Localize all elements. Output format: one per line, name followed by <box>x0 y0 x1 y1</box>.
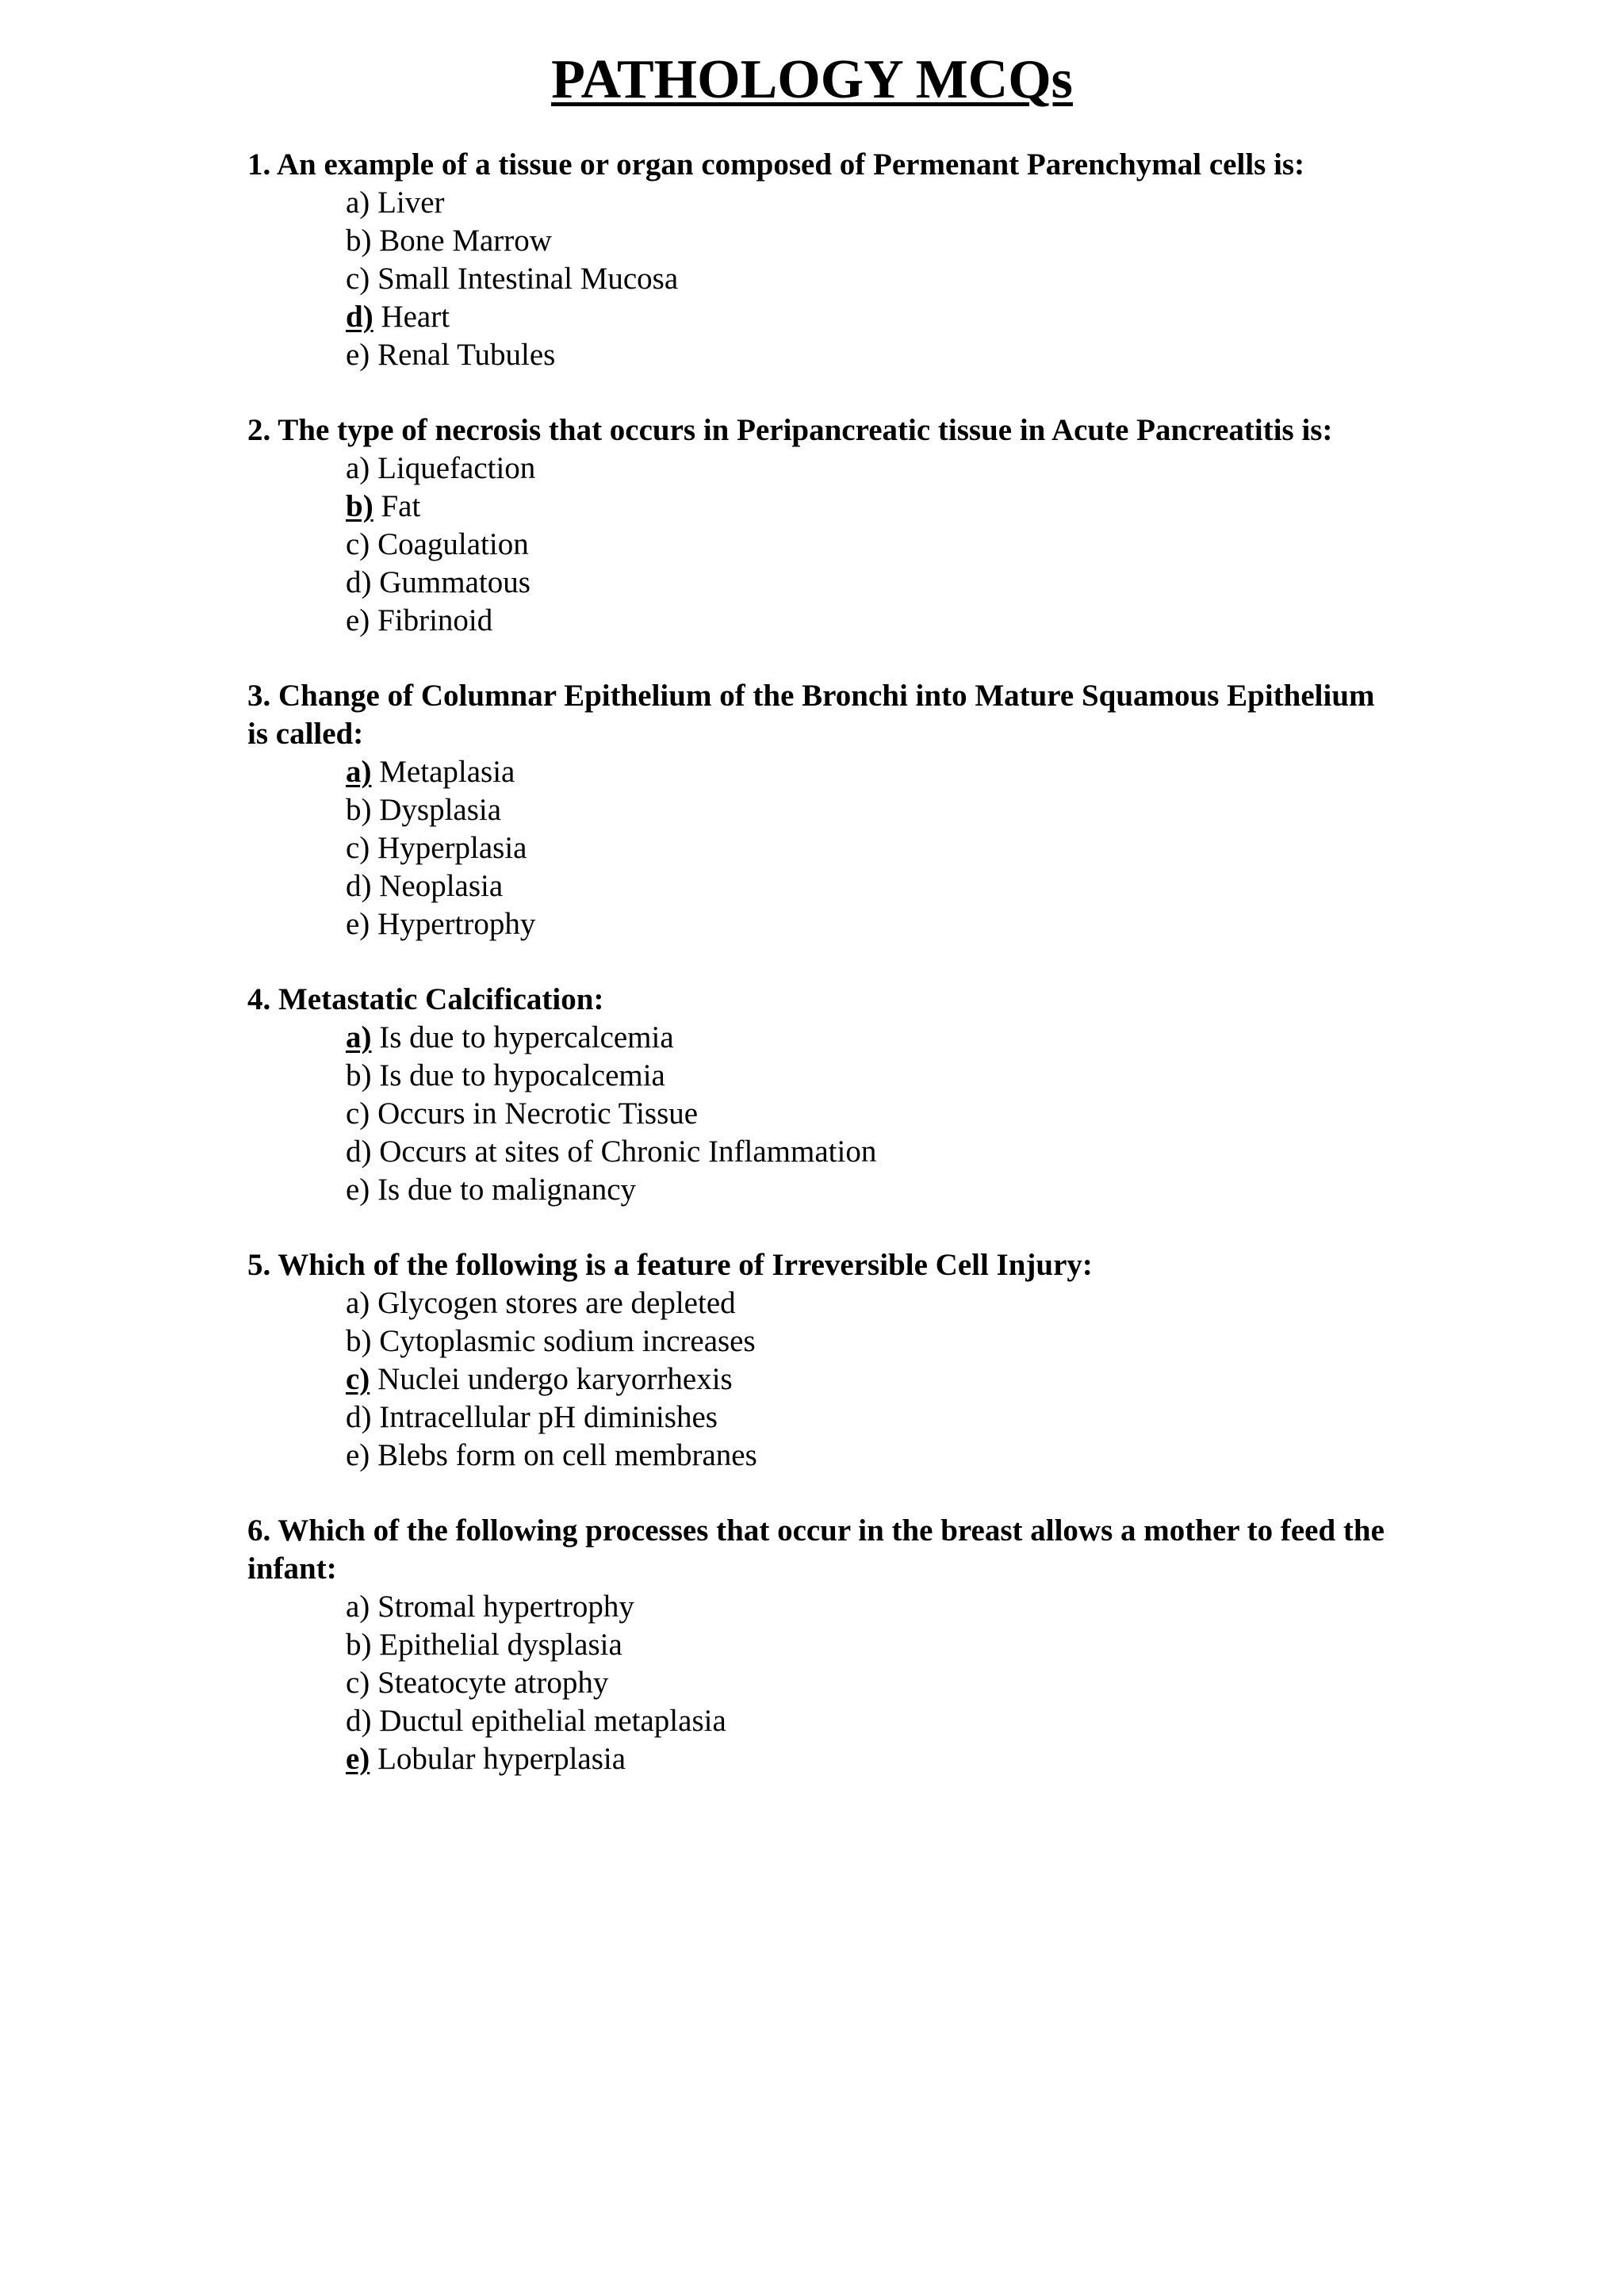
question-4 <box>247 981 1389 1209</box>
option-text: Dysplasia <box>371 793 502 827</box>
option-text: Epithelial dysplasia <box>371 1628 622 1662</box>
question-text: 3. Change of Columnar Epithelium of the Bronchi into Mature Squamous Epithelium is called: <box>247 679 1375 751</box>
option-text: Occurs in Necrotic Tissue <box>370 1096 699 1131</box>
answer-option-c <box>346 260 1389 298</box>
option-text: Blebs form on cell membranes <box>370 1438 757 1472</box>
option-letter: c) <box>346 831 370 865</box>
answer-option-d <box>346 1399 1389 1437</box>
option-letter: c) <box>346 1666 370 1700</box>
option-text: Intracellular pH diminishes <box>371 1400 718 1434</box>
answer-option-d <box>346 1702 1389 1740</box>
answer-option-e <box>346 905 1389 943</box>
option-letter: a) <box>346 1286 370 1320</box>
answer-options <box>247 753 1389 943</box>
option-letter: d) <box>346 1135 372 1169</box>
option-letter: c) <box>346 1096 370 1131</box>
page-title-text: PATHOLOGY MCQs <box>551 49 1073 110</box>
answer-options <box>247 184 1389 374</box>
page-title <box>0 44 1624 116</box>
answer-option-c <box>346 526 1389 564</box>
answer-option-a <box>346 450 1389 488</box>
answer-option-e <box>346 1740 1389 1778</box>
answer-option-e <box>346 1171 1389 1209</box>
answer-option-e <box>346 602 1389 640</box>
question-3 <box>247 677 1389 943</box>
option-letter: a) <box>346 1020 372 1054</box>
option-letter: d) <box>346 300 373 334</box>
option-text: Steatocyte atrophy <box>370 1666 609 1700</box>
option-text: Liquefaction <box>370 451 536 485</box>
option-text: Bone Marrow <box>371 224 552 258</box>
option-text: Metaplasia <box>371 755 515 789</box>
option-letter: b) <box>346 793 372 827</box>
option-letter: b) <box>346 1324 372 1358</box>
answer-option-c <box>346 829 1389 867</box>
answer-option-b <box>346 488 1389 526</box>
option-text: Nuclei undergo karyorrhexis <box>370 1362 733 1396</box>
option-letter: c) <box>346 527 370 561</box>
answer-option-b <box>346 1626 1389 1664</box>
option-text: Small Intestinal Mucosa <box>370 262 679 296</box>
option-text: Neoplasia <box>371 869 504 903</box>
answer-option-a <box>346 1588 1389 1626</box>
option-letter: a) <box>346 186 370 220</box>
option-letter: b) <box>346 1628 372 1662</box>
answer-option-b <box>346 791 1389 829</box>
option-text: Glycogen stores are depleted <box>370 1286 736 1320</box>
answer-option-a <box>346 753 1389 791</box>
option-letter: d) <box>346 869 372 903</box>
option-text: Gummatous <box>371 565 530 599</box>
question-6 <box>247 1512 1389 1778</box>
answer-option-c <box>346 1664 1389 1702</box>
option-letter: a) <box>346 755 372 789</box>
question-list <box>247 146 1389 1816</box>
answer-option-a <box>346 1019 1389 1057</box>
answer-option-c <box>346 1360 1389 1399</box>
answer-option-b <box>346 1322 1389 1360</box>
option-text: Ductul epithelial metaplasia <box>371 1704 726 1738</box>
option-text: Is due to malignancy <box>370 1173 637 1207</box>
answer-option-b <box>346 222 1389 260</box>
option-text: Renal Tubules <box>370 338 556 372</box>
option-letter: e) <box>346 1742 370 1776</box>
question-text: 6. Which of the following processes that occur in the breast allows a mother to feed the infant: <box>247 1513 1385 1586</box>
option-letter: e) <box>346 907 370 941</box>
option-text: Is due to hypercalcemia <box>371 1020 674 1054</box>
option-text: Stromal hypertrophy <box>370 1590 634 1624</box>
question-text: 2. The type of necrosis that occurs in Peripancreatic tissue in Acute Pancreatitis is: <box>247 413 1333 447</box>
option-letter: c) <box>346 1362 370 1396</box>
option-letter: d) <box>346 1400 372 1434</box>
option-text: Is due to hypocalcemia <box>371 1058 665 1093</box>
answer-option-d <box>346 564 1389 602</box>
option-text: Occurs at sites of Chronic Inflammation <box>371 1135 877 1169</box>
option-text: Fibrinoid <box>370 603 493 637</box>
question-text: 4. Metastatic Calcification: <box>247 982 604 1016</box>
option-text: Hyperplasia <box>370 831 527 865</box>
option-text: Cytoplasmic sodium increases <box>371 1324 756 1358</box>
answer-option-d <box>346 1133 1389 1171</box>
option-letter: b) <box>346 489 373 523</box>
answer-option-a <box>346 184 1389 222</box>
option-letter: d) <box>346 565 372 599</box>
option-letter: e) <box>346 1173 370 1207</box>
option-letter: e) <box>346 603 370 637</box>
question-5 <box>247 1246 1389 1475</box>
answer-options <box>247 1284 1389 1475</box>
option-text: Hypertrophy <box>370 907 536 941</box>
question-text: 5. Which of the following is a feature of Irreversible Cell Injury: <box>247 1248 1093 1282</box>
option-text: Heart <box>373 300 450 334</box>
question-2 <box>247 411 1389 640</box>
question-text: 1. An example of a tissue or organ composed of Permenant Parenchymal cells is: <box>247 147 1305 182</box>
answer-option-d <box>346 298 1389 336</box>
answer-options <box>247 1019 1389 1209</box>
answer-option-b <box>346 1057 1389 1095</box>
option-letter: a) <box>346 1590 370 1624</box>
question-1 <box>247 146 1389 374</box>
answer-option-a <box>346 1284 1389 1322</box>
option-letter: b) <box>346 1058 372 1093</box>
answer-option-e <box>346 1437 1389 1475</box>
option-letter: b) <box>346 224 372 258</box>
option-letter: e) <box>346 338 370 372</box>
option-letter: a) <box>346 451 370 485</box>
option-letter: c) <box>346 262 370 296</box>
answer-option-d <box>346 867 1389 905</box>
answer-options <box>247 1588 1389 1778</box>
option-text: Fat <box>373 489 421 523</box>
option-text: Liver <box>370 186 445 220</box>
answer-option-e <box>346 336 1389 374</box>
answer-options <box>247 450 1389 640</box>
option-text: Coagulation <box>370 527 529 561</box>
option-text: Lobular hyperplasia <box>370 1742 626 1776</box>
answer-option-c <box>346 1095 1389 1133</box>
option-letter: e) <box>346 1438 370 1472</box>
option-letter: d) <box>346 1704 372 1738</box>
